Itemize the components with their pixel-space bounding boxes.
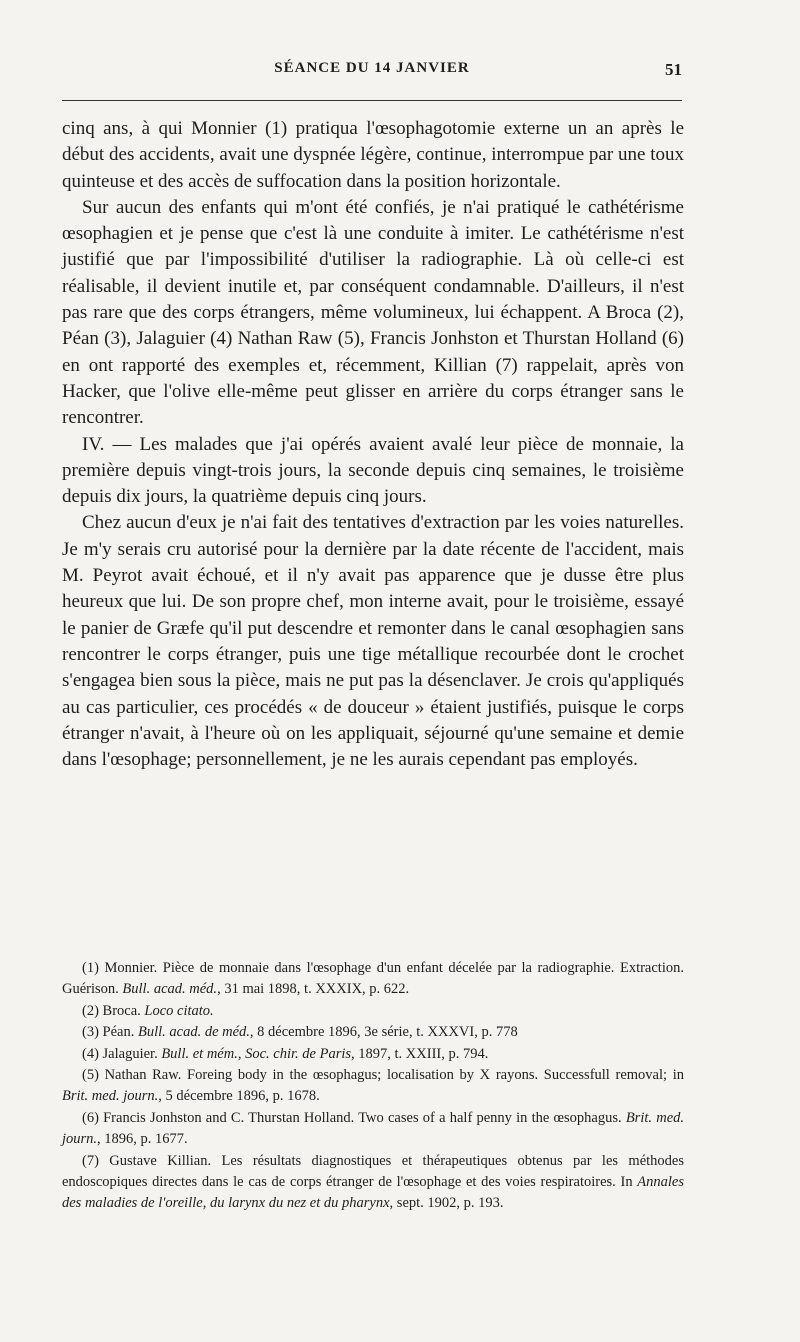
paragraph-2: Sur aucun des enfants qui m'ont été confiés, je n'ai pratiqué le cathétérisme œsophagien et je pense que c'est là une conduite à imiter. Le cathétérisme n'est justifié que par l'impossibilité d'utiliser la radiographie. Là où celle-ci est réalisable, il devient inutile et, par conséquent condamnable. D'ailleurs, il n'est pas rare que des corps étrangers, même volumineux, lui échappent. A Broca (2), Péan (3), Jalaguier (4) Nathan Raw (5), Francis Jonhston et Thurstan Holland (6) en ont rapporté des exemples et, récemment, Killian (7) rappelait, après von Hacker, que l'olive elle-même peut glisser en arrière du corps étranger sans le rencontrer. bbox=[62, 196, 684, 429]
footnote-text: (7) Gustave Killian. Les résultats diagnostiques et thérapeutiques obtenus par les méthodes endoscopiques directes dans le cas de corps étranger de l'œsophage et des voies respiratoires. In bbox=[62, 1152, 684, 1191]
footnote-text: (1) Monnier. Pièce de monnaie dans l'œsophage d'un enfant décelée par la radiographie. Extraction. Guérison. bbox=[62, 960, 684, 998]
footnote-journal: Bull. acad. de méd. bbox=[137, 1024, 250, 1041]
footnote-ref: , 8 décembre 1896, 3e série, t. XXXVI, p. 778 bbox=[249, 1024, 518, 1041]
footnote-text: (4) Jalaguier. bbox=[82, 1045, 158, 1062]
page-header bbox=[62, 60, 682, 86]
footnote-journal: Loco citato. bbox=[144, 1002, 214, 1019]
footnote-journal: Bull. et mém., Soc. chir. de Paris bbox=[161, 1045, 352, 1062]
footnote-text: (2) Broca. bbox=[82, 1002, 141, 1019]
running-title: SÉANCE DU 14 JANVIER bbox=[274, 60, 470, 76]
footnote-journal: Annales des maladies de l'oreille, du larynx du nez et du pharynx bbox=[62, 1174, 685, 1212]
footnote-ref: , sept. 1902, p. 193. bbox=[389, 1195, 504, 1212]
footnote-journal: Brit. med. journ. bbox=[62, 1088, 159, 1105]
footnote-3 bbox=[62, 1022, 684, 1043]
footnote-ref: , 1897, t. XXIII, p. 794. bbox=[351, 1045, 489, 1062]
footnote-1 bbox=[62, 958, 684, 1001]
footnote-2 bbox=[62, 1001, 684, 1022]
footnote-journal: Brit. med. journ. bbox=[62, 1109, 685, 1148]
footnote-7 bbox=[62, 1151, 684, 1215]
footnote-ref: , 31 mai 1898, t. XXXIX, p. 622. bbox=[217, 981, 410, 998]
footnote-text: (3) Péan. bbox=[82, 1024, 135, 1041]
paragraph-4: Chez aucun d'eux je n'ai fait des tentatives d'extraction par les voies naturelles. Je m'y serais cru autorisé pour la dernière par la date récente de l'accident, mais M. Peyrot avait échoué, et il n'y avait pas apparence que je dusse être plus heureux que lui. De son propre chef, mon interne avait, pour le troisième, essayé le panier de Græfe qu'il put descendre et remonter dans le canal œsophagien sans rencontrer le corps étranger, puis une tige métallique recourbée dont le crochet s'engagea bien sous la pièce, mais ne put pas la désenclaver. Je crois qu'appliqués au cas particulier, ces procédés « de douceur » étaient justifiés, puisque le corps étranger n'avait, à l'heure où on les appliquait, séjourné qu'une semaine et demie dans l'œsophage; personnellement, je ne les aurais cependant pas employés. bbox=[62, 512, 684, 771]
main-text bbox=[62, 116, 684, 773]
paragraph-1: cinq ans, à qui Monnier (1) pratiqua l'œsophagotomie externe un an après le début des accidents, avait une dyspnée légère, continue, interrompue par une toux quinteuse et des accès de suffocation dans la position horizontale. bbox=[62, 118, 684, 192]
footnote-4 bbox=[62, 1044, 684, 1065]
paragraph-3: IV. — Les malades que j'ai opérés avaient avalé leur pièce de monnaie, la première depuis vingt-trois jours, la seconde depuis cinq semaines, le troisième depuis dix jours, la quatrième depuis cinq jours. bbox=[62, 433, 684, 508]
footnote-text: (5) Nathan Raw. Foreing body in the œsophagus; localisation by X rayons. Successfull removal; in bbox=[82, 1067, 684, 1084]
footnote-journal: Bull. acad. méd. bbox=[122, 981, 218, 998]
footnote-ref: , 1896, p. 1677. bbox=[97, 1131, 188, 1148]
footnote-5 bbox=[62, 1065, 684, 1108]
page-number: 51 bbox=[665, 60, 682, 79]
footnote-ref: , 5 décembre 1896, p. 1678. bbox=[158, 1088, 320, 1105]
footnotes bbox=[62, 958, 684, 1215]
footnote-6 bbox=[62, 1108, 684, 1151]
header-rule bbox=[62, 100, 682, 101]
footnote-text: (6) Francis Jonhston and C. Thurstan Holland. Two cases of a half penny in the œsophagus. bbox=[82, 1109, 622, 1126]
